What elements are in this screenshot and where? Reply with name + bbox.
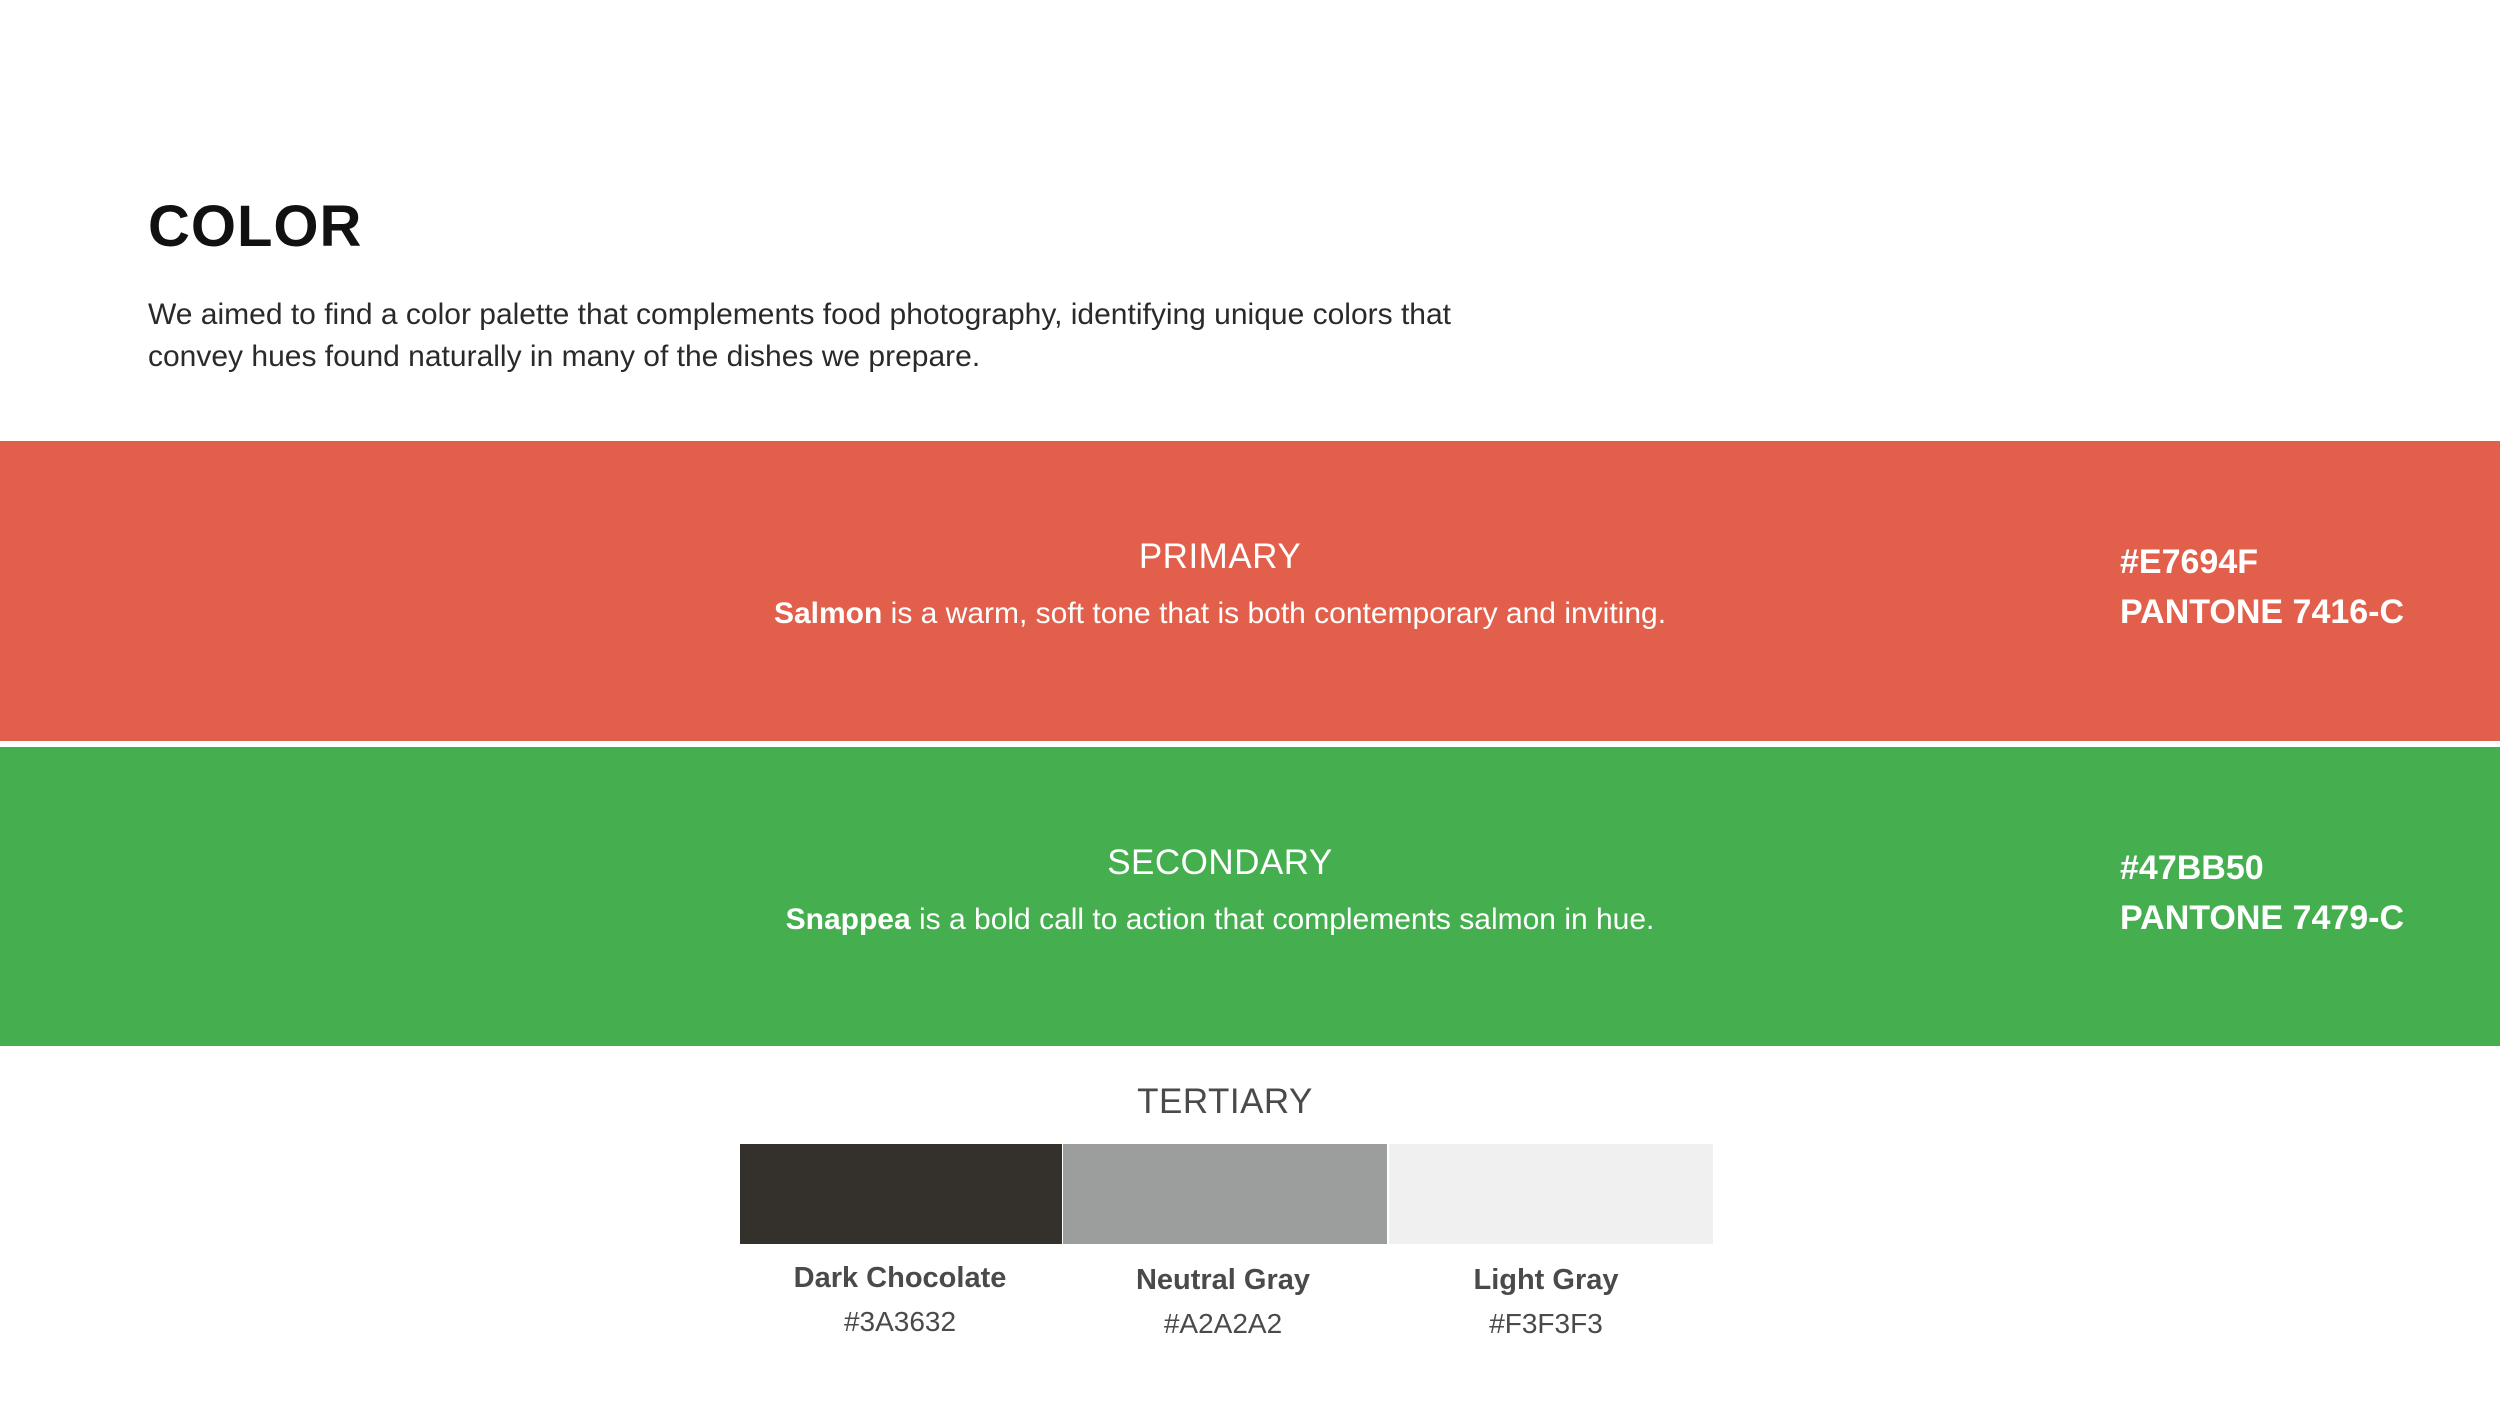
swatch-dark-chocolate — [740, 1144, 1062, 1244]
primary-pantone: PANTONE 7416-C — [2120, 593, 2405, 631]
secondary-heading: SECONDARY — [1107, 843, 1333, 882]
secondary-description-line — [600, 903, 1840, 937]
secondary-pantone: PANTONE 7479-C — [2120, 899, 2405, 937]
primary-codes — [2120, 537, 2404, 637]
page-title: COLOR — [148, 194, 363, 259]
secondary-center — [600, 747, 1840, 1046]
secondary-hex: #47BB50 — [2120, 849, 2264, 887]
primary-heading: PRIMARY — [1138, 537, 1302, 576]
primary-description-line — [600, 597, 1840, 631]
intro-paragraph: We aimed to find a color palette that complements food photography, identifying unique colors that convey hues found naturally in many of the dishes we prepare. — [148, 298, 1452, 373]
primary-center — [600, 441, 1840, 741]
secondary-color-name: Snappea — [785, 903, 911, 936]
swatch-label-light-gray: Light Gray — [1473, 1264, 1619, 1296]
swatch-label-neutral-gray: Neutral Gray — [1135, 1264, 1311, 1296]
primary-color-name: Salmon — [773, 597, 883, 630]
secondary-description: is a bold call to action that complements salmon in hue. — [910, 903, 1655, 936]
primary-hex: #E7694F — [2120, 543, 2258, 581]
secondary-color-band — [0, 747, 2500, 1046]
swatch-hex-light-gray: #F3F3F3 — [1489, 1308, 1603, 1339]
primary-color-band — [0, 441, 2500, 741]
tertiary-heading: TERTIARY — [1137, 1082, 1313, 1121]
secondary-codes — [2120, 843, 2404, 943]
swatch-light-gray — [1389, 1144, 1713, 1244]
primary-description: is a warm, soft tone that is both contemporary and inviting. — [882, 597, 1667, 630]
swatch-label-dark-chocolate: Dark Chocolate — [793, 1262, 1007, 1294]
swatch-hex-neutral-gray: #A2A2A2 — [1163, 1308, 1283, 1339]
swatch-hex-dark-chocolate: #3A3632 — [843, 1306, 957, 1337]
swatch-neutral-gray — [1063, 1144, 1387, 1244]
